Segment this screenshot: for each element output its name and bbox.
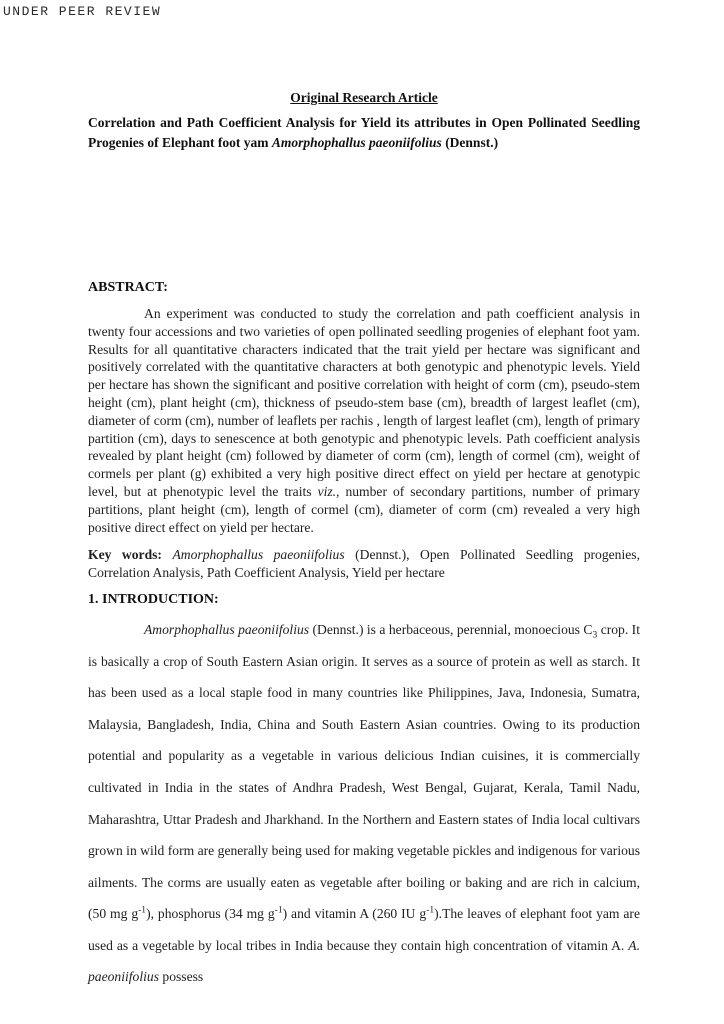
abstract-heading: ABSTRACT:: [88, 280, 168, 295]
introduction-heading: 1. INTRODUCTION:: [88, 591, 219, 607]
page-content: [88, 0, 640, 993]
keywords-paragraph: Key words: Amorphophallus paeoniifolius (Dennst.), Open Pollinated Seedling progenies, Correlation Analysis, Path Coefficient Analysis, Yield per hectare: [88, 547, 640, 581]
introduction-paragraph: Amorphophallus paeoniifolius (Dennst.) is a herbaceous, perennial, monoecious $C_3$ crop. It is basically a crop of South Eastern Asian origin. It serves as a source of protein as well as starch. It has been used as a local staple food in many countries like Philippines, Java, Indonesia, Sumatra, Malaysia, Bangladesh, India, China and South Eastern Asian countries. Owing to its production potential and popularity as a vegetable in various delicious Indian cuisines, it is commercially cultivated in India in the states of Andhra Pradesh, West Bengal, Gujarat, Kerala, Tamil Nadu, Maharashtra, Uttar Pradesh and Jharkhand. In the Northern and Eastern states of India local cultivars grown in wild form are generally being used for making vegetable pickles and indigenous for various ailments. The corms are usually eaten as vegetable after boiling or baking and are rich in calcium, (50 mg $g^{-1}$), phosphorus (34 mg $g^{-1}$) and vitamin A (260 IU $g^{-1}).The$ leaves of elephant foot yam are used as a vegetable by local tribes in India because they contain high concentration of vitamin A. A. paeoniifolius possess: [88, 621, 640, 985]
abstract-paragraph: An experiment was conducted to study the correlation and path coefficient analysis in twenty four accessions and two varieties of open pollinated seedling progenies of elephant foot yam. Results for all quantitative characters indicated that the trait yield per hectare was significant and positively correlated with the quantitative characters at both genotypic and phenotypic levels. Yield per hectare has shown the significant and positive correlation with height of corm (cm), pseudo-stem height (cm), plant height (cm), thickness of pseudo-stem base (cm), breadth of largest leaflet (cm), diameter of corm (cm), number of leaflets per rachis , length of largest leaflet (cm), length of primary partition (cm), days to senescence at both genotypic and phenotypic levels. Path coefficient analysis revealed by plant height (cm) followed by diameter of corm (cm), length of cormel (cm), weight of cormels per plant (g) exhibited a very high positive direct effect on yield per hectare at genotypic level, but at phenotypic level the traits viz., number of secondary partitions, number of primary partitions, plant height (cm), length of cormel (cm), diameter of corm (cm) revealed a very high positive direct effect on yield per hectare.: [88, 306, 640, 535]
peer-review-banner: UNDER PEER REVIEW: [3, 4, 162, 19]
paper-title: Correlation and Path Coefficient Analysis for Yield its attributes in Open Pollinated Seedling Progenies of Elephant foot yam Amorphophallus paeoniifolius (Dennst.): [88, 115, 640, 150]
article-type-heading: Original Research Article: [290, 90, 438, 105]
